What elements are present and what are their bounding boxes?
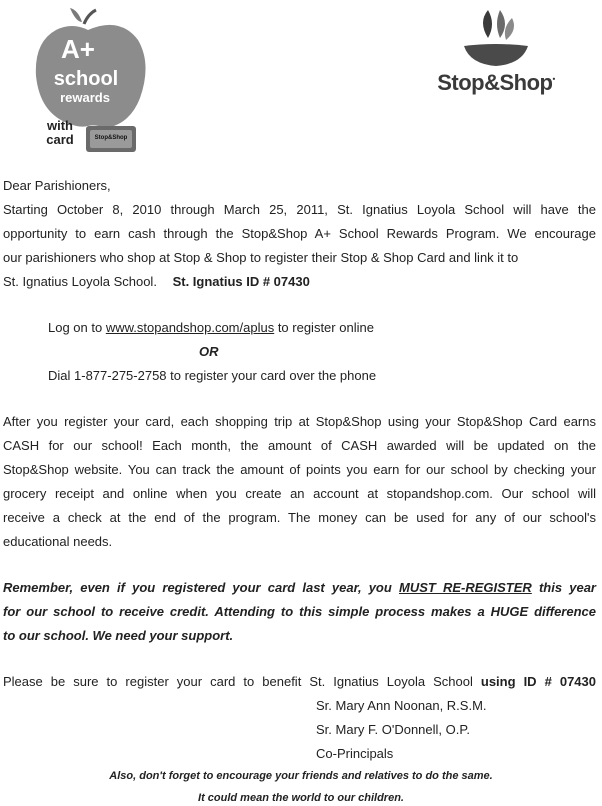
para1-last: St. Ignatius Loyola School. (3, 274, 157, 289)
para1-line1: Starting October 8, 2010 through March 25, 2011, St. Ignatius Loyola School will have the (3, 202, 596, 217)
stop-shop-leaf-icon (426, 8, 566, 68)
para3-l1-a: Remember, even if you registered your card last year, you (3, 580, 399, 595)
signature-title: Co-Principals (316, 746, 394, 761)
para2-line4: grocery receipt and online when you create an account at stopandshop.com. Our school will (3, 486, 596, 501)
closing-a: Please be sure to register your card to benefit St. Ignatius Loyola School (3, 674, 481, 689)
para2-line1: After you register your card, each shopping trip at Stop&Shop using your Stop&Shop Card earns (3, 414, 596, 429)
footer-line1: Also, don't forget to encourage your friends and relatives to do the same. (109, 770, 493, 782)
logon-line (48, 320, 602, 336)
para1-line2: opportunity to earn cash through the Stop&Shop A+ School Rewards Program. We encourage (3, 226, 596, 241)
logon-prefix: Log on to (48, 320, 106, 335)
para1-line4 (3, 274, 596, 290)
apple-school-text: school (53, 68, 119, 90)
para2-line3: Stop&Shop website. You can track the amount of points you earn for our school by checking your (3, 462, 596, 477)
para3-line3: to our school. We need your support. (3, 628, 234, 643)
greeting: Dear Parishioners, (3, 178, 111, 193)
dial-line: Dial 1-877-275-2758 to register your card over the phone (48, 368, 377, 383)
stop-shop-logo (426, 8, 566, 100)
footer-line2: It could mean the world to our children. (198, 792, 404, 804)
or-separator: OR (199, 344, 219, 359)
signature-1: Sr. Mary Ann Noonan, R.S.M. (316, 698, 487, 713)
logon-suffix: to register online (274, 320, 374, 335)
para2-line6: educational needs. (3, 534, 113, 549)
stop-shop-name: Stop&Shop (437, 70, 553, 95)
apple-card-label: Stop&Shop (94, 135, 128, 141)
apple-aplus-text: A+ (61, 34, 95, 64)
apple-rewards-text: rewards (60, 90, 110, 105)
aplus-link[interactable]: www.stopandshop.com/aplus (105, 320, 275, 335)
para2-line2: CASH for our school! Each month, the amount of CASH awarded will be updated on the (3, 438, 596, 453)
school-rewards-logo (30, 6, 150, 152)
signature-2: Sr. Mary F. O'Donnell, O.P. (316, 722, 470, 737)
must-reregister: MUST RE-REGISTER (398, 580, 532, 595)
para3-line2: for our school to receive credit. Attending to this simple process makes a HUGE difference (3, 604, 596, 619)
stop-shop-wordmark: Stop&Shop• (437, 70, 555, 95)
apple-with-text: with (47, 118, 73, 133)
school-id: St. Ignatius ID # 07430 (172, 274, 310, 289)
apple-card-text: card (46, 132, 74, 147)
para1-line3: our parishioners who shop at Stop & Shop to register their Stop & Shop Card and link it to (3, 250, 519, 265)
para3-line1 (3, 580, 596, 596)
para2-line5: receive a check at the end of the program. The money can be used for any of our school's (3, 510, 596, 525)
para3-l1-b: this year (531, 580, 596, 595)
closing-line (3, 674, 596, 690)
closing-id: using ID # 07430 (480, 674, 596, 689)
